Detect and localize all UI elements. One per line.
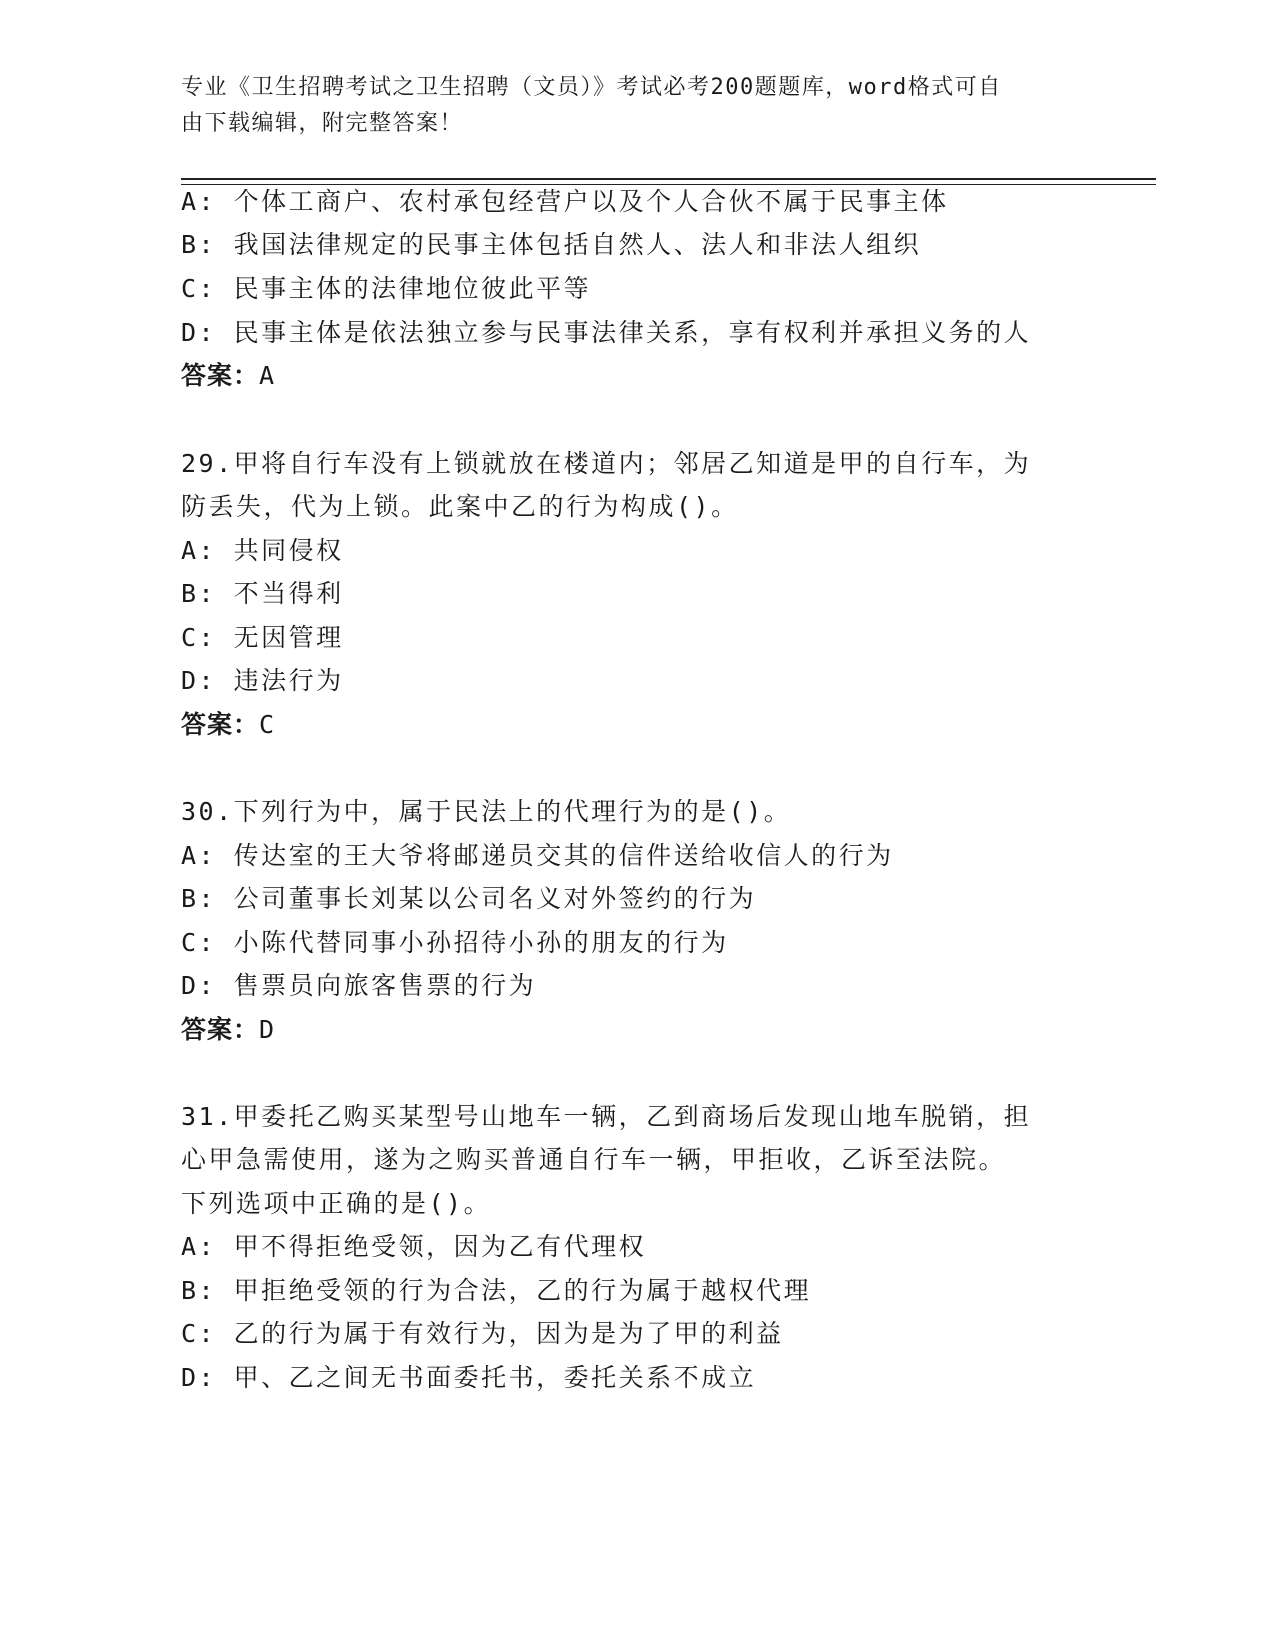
- option-c: C: 无因管理: [181, 623, 344, 652]
- option-a: A: 传达室的王大爷将邮递员交其的信件送给收信人的行为: [181, 841, 894, 870]
- option-a: A: 甲不得拒绝受领，因为乙有代理权: [181, 1232, 647, 1261]
- option-d: D: 民事主体是依法独立参与民事法律关系，享有权利并承担义务的人: [181, 318, 1032, 347]
- option-a: A: 共同侵权: [181, 536, 344, 565]
- answer-label: 答案：: [181, 1015, 260, 1044]
- answer-value: A: [259, 361, 276, 390]
- option-b: B: 我国法律规定的民事主体包括自然人、法人和非法人组织: [181, 230, 922, 259]
- header-line-2: 由下载编辑，附完整答案！: [181, 111, 464, 136]
- question-text-line: 29.甲将自行车没有上锁就放在楼道内；邻居乙知道是甲的自行车，为: [181, 449, 1032, 478]
- question-text-line: 31.甲委托乙购买某型号山地车一辆，乙到商场后发现山地车脱销，担: [181, 1102, 1032, 1131]
- answer-value: C: [259, 710, 276, 739]
- option-c: C: 民事主体的法律地位彼此平等: [181, 274, 592, 303]
- answer-label: 答案：: [181, 361, 260, 390]
- document-header: [181, 70, 1061, 142]
- question-text-line: 下列选项中正确的是()。: [181, 1189, 492, 1218]
- option-d: D: 甲、乙之间无书面委托书，委托关系不成立: [181, 1363, 757, 1392]
- option-b: B: 不当得利: [181, 579, 344, 608]
- header-divider-thick: [181, 178, 1156, 180]
- option-d: D: 售票员向旅客售票的行为: [181, 971, 537, 1000]
- question-text-line: 30.下列行为中，属于民法上的代理行为的是()。: [181, 797, 792, 826]
- option-c: C: 小陈代替同事小孙招待小孙的朋友的行为: [181, 928, 729, 957]
- option-b: B: 甲拒绝受领的行为合法，乙的行为属于越权代理: [181, 1276, 812, 1305]
- question-text-line: 防丢失，代为上锁。此案中乙的行为构成()。: [181, 492, 739, 521]
- answer-line: [181, 1010, 275, 1050]
- option-a: A: 个体工商户、农村承包经营户以及个人合伙不属于民事主体: [181, 187, 949, 216]
- header-line-1: 专业《卫生招聘考试之卫生招聘（文员）》考试必考200题题库，word格式可自: [181, 75, 1002, 100]
- answer-value: D: [259, 1015, 276, 1044]
- answer-line: [181, 705, 275, 745]
- answer-line: [181, 356, 275, 396]
- answer-label: 答案：: [181, 710, 260, 739]
- question-text-line: 心甲急需使用，遂为之购买普通自行车一辆，甲拒收，乙诉至法院。: [181, 1145, 1007, 1174]
- option-b: B: 公司董事长刘某以公司名义对外签约的行为: [181, 884, 757, 913]
- option-d: D: 违法行为: [181, 666, 344, 695]
- option-c: C: 乙的行为属于有效行为，因为是为了甲的利益: [181, 1319, 784, 1348]
